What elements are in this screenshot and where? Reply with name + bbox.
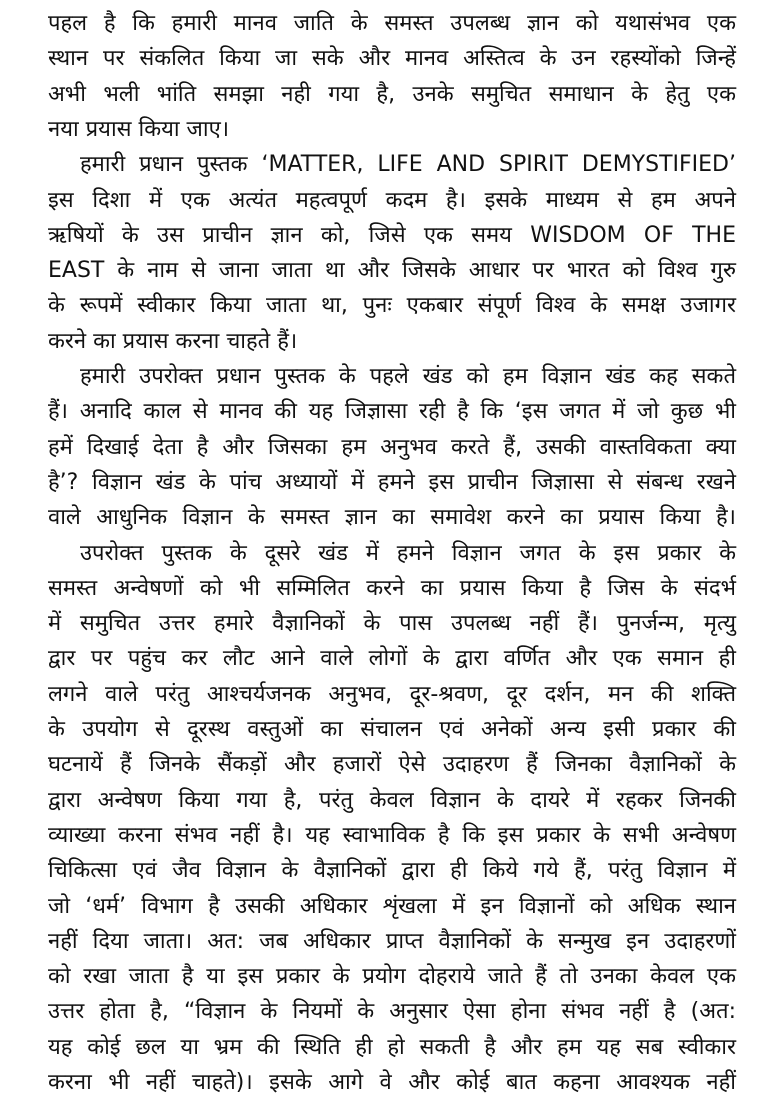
text-line: घटनायें हैं जिनके सैंकड़ों और हजारों ऐसे उदाहरण हैं जिनका वैज्ञानिकों के: [48, 752, 736, 778]
text-line: है’? विज्ञान खंड के पांच अध्यायों में हमने इस प्राचीन जिज्ञासा से संबन्ध रखने: [48, 469, 736, 495]
text-line: अभी भली भांति समझा नही गया है, उनके समुचित समाधान के हेतु एक: [48, 81, 736, 107]
text-line: नया प्रयास किया जाए।: [48, 116, 230, 142]
text-line: करना भी नहीं चाहते)। इसके आगे वे और कोई बात कहना आवश्यक नहीं: [48, 1070, 736, 1095]
text-line: जो ‘धर्म’ विभाग है उसकी अधिकार शृंखला में इन विज्ञानों को अधिक स्थान: [48, 893, 736, 919]
text-line: चिकित्सा एवं जैव विज्ञान के वैज्ञानिकों द्वारा ही किये गये हैं, परंतु विज्ञान में: [48, 858, 736, 884]
text-line: लगने वाले परंतु आश्चर्यजनक अनुभव, दूर-श्रवण, दूर दर्शन, मन की शक्ति: [48, 681, 736, 707]
text-line: द्वार पर पहुंच कर लौट आने वाले लोगों के द्वारा वर्णित और एक समान ही: [48, 646, 736, 672]
text-line: के उपयोग से दूरस्थ वस्तुओं का संचालन एवं अनेकों अन्य इसी प्रकार की: [48, 717, 736, 742]
text-line: हमारी प्रधान पुस्तक ‘MATTER, LIFE AND SPIRIT DEMYSTIFIED’: [80, 152, 736, 178]
text-line: हैं। अनादि काल से मानव की यह जिज्ञासा रही है कि ‘इस जगत में जो कुछ भी: [48, 399, 736, 425]
text-line: में समुचित उत्तर हमारे वैज्ञानिकों के पास उपलब्ध नहीं हैं। पुनर्जन्म, मृत्यु: [48, 611, 736, 637]
text-line: वाले आधुनिक विज्ञान के समस्त ज्ञान का समावेश करने का प्रयास किया है।: [48, 505, 736, 531]
text-line: द्वारा अन्वेषण किया गया है, परंतु केवल विज्ञान के दायरे में रहकर जिनकी: [48, 787, 736, 813]
text-line: उत्तर होता है, “विज्ञान के नियमों के अनुसार ऐसा होना संभव नहीं है (अत:: [48, 999, 736, 1025]
text-line: व्याख्या करना संभव नहीं है। यह स्वाभाविक है कि इस प्रकार के सभी अन्वेषण: [48, 822, 736, 848]
text-line: हमारी उपरोक्त प्रधान पुस्तक के पहले खंड को हम विज्ञान खंड कह सकते: [80, 364, 736, 389]
text-line: स्थान पर संकलित किया जा सके और मानव अस्तित्व के उन रहस्योंको जिन्हें: [48, 46, 736, 72]
text-line: करने का प्रयास करना चाहते हैं।: [48, 328, 298, 354]
text-line: यह कोई छल या भ्रम की स्थिति ही हो सकती है और हम यह सब स्वीकार: [48, 1034, 736, 1060]
text-line: हमें दिखाई देता है और जिसका हम अनुभव करते हैं, उसकी वास्तविकता क्या: [48, 434, 736, 460]
text-line: नहीं दिया जाता। अत: जब अधिकार प्राप्त वैज्ञानिकों के सन्मुख इन उदाहरणों: [48, 928, 736, 954]
text-line: EAST के नाम से जाना जाता था और जिसके आधार पर भारत को विश्व गुरु: [48, 258, 736, 284]
text-line: पहल है कि हमारी मानव जाति के समस्त उपलब्ध ज्ञान को यथासंभव एक: [48, 11, 736, 36]
text-line: इस दिशा में एक अत्यंत महत्वपूर्ण कदम है। इसके माध्यम से हम अपने: [48, 187, 736, 213]
text-line: को रखा जाता है या इस प्रकार के प्रयोग दोहराये जाते हैं तो उनका केवल एक: [48, 964, 736, 990]
text-line: के रूपमें स्वीकार किया जाता था, पुनः एकबार संपूर्ण विश्व के समक्ष उजागर: [48, 293, 736, 319]
text-line: उपरोक्त पुस्तक के दूसरे खंड में हमने विज्ञान जगत के इस प्रकार के: [80, 540, 736, 566]
text-line: समस्त अन्वेषणों को भी सम्मिलित करने का प्रयास किया है जिस के संदर्भ: [48, 575, 736, 601]
text-line: ऋषियों के उस प्राचीन ज्ञान को, जिसे एक समय WISDOM OF THE: [48, 222, 736, 248]
